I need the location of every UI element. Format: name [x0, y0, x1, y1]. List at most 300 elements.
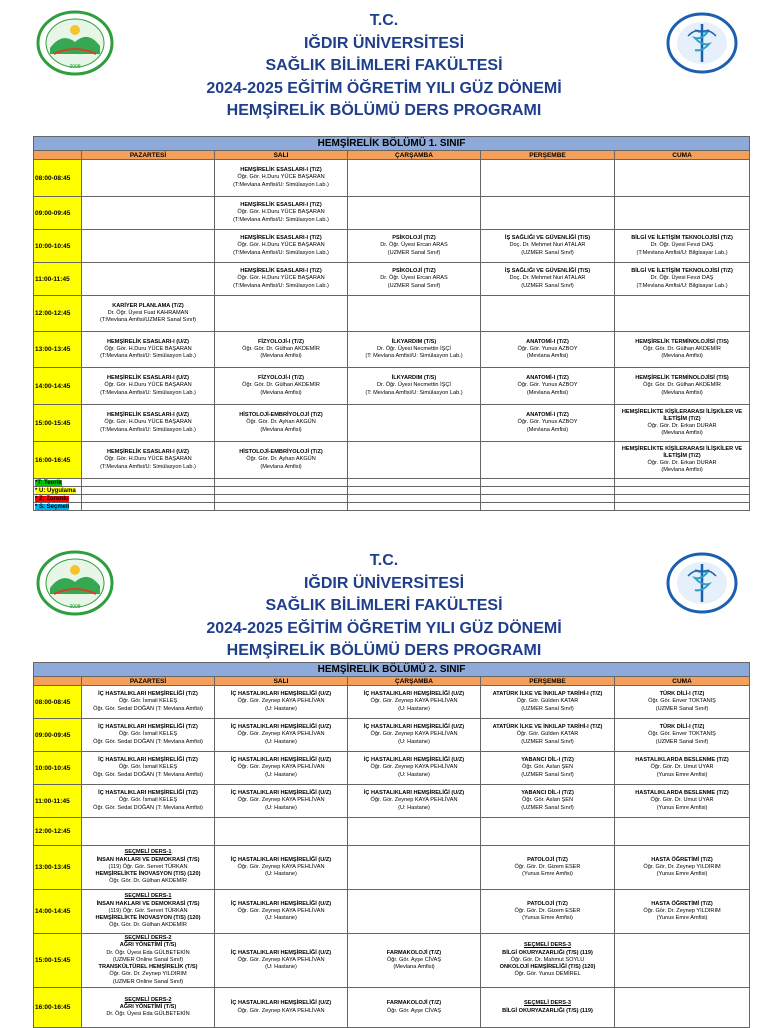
- course-room: (Yunus Emre Amfisi): [522, 915, 573, 922]
- course-room: (T:Mevlana Amfisi/U: Simülasyon Lab.): [100, 353, 196, 360]
- course-room: (U: Hastane): [265, 738, 297, 745]
- legend-row: [34, 503, 750, 511]
- course-name: BİLGİ VE İLETİŞİM TEKNOLOJİSİ (T/Z): [631, 268, 733, 275]
- course-room: (T:Mevlana Amfisi/U: Simülasyon Lab.): [233, 282, 329, 289]
- course-cell: [82, 719, 215, 752]
- timeslot-label: 11:00-11:45: [34, 785, 82, 818]
- instructor-name: Öğr. Gör. Dr. Ayhan AKGÜN: [246, 419, 316, 426]
- course-cell: [82, 846, 215, 890]
- instructor-name: Öğr. Gör. Aslan ŞEN: [522, 764, 573, 771]
- legend-empty-cell: [481, 503, 615, 511]
- course-name: HASTALIKLARDA BESLENME (T/Z): [635, 757, 729, 764]
- timeslot-label: 13:00-13:45: [34, 846, 82, 890]
- course-cell: [348, 368, 481, 405]
- course-cell: [348, 296, 481, 332]
- instructor-name: Öğr. Gör. H.Duru YÜCE BAŞARAN: [104, 382, 192, 389]
- course-room: Öğr. Gör. Sedat DOĞAN (T: Mevlana Amfisi): [93, 738, 203, 745]
- course-name: AĞRI YÖNETİMİ (T/S): [119, 942, 177, 949]
- course-room: (Yunus Emre Amfisi): [522, 871, 573, 878]
- title-line-program: HEMŞİRELİK BÖLÜMÜ DERS PROGRAMI: [226, 102, 542, 119]
- course-room: Öğr. Gör. Sedat DOĞAN (T: Mevlana Amfisi): [93, 771, 203, 778]
- instructor-name: Öğr. Gör. Yunus AZBOY: [517, 345, 578, 352]
- course-name: FARMAKOLOJİ (T/Z): [386, 949, 442, 956]
- course-name: İÇ HASTALIKLARI HEMŞİRELİĞİ (U/Z): [230, 1000, 332, 1007]
- course-name: TÜRK DİLİ-I (T/Z): [659, 691, 705, 698]
- instructor-name: Öğr. Gör. Dr. Gülhan AKDEMİR: [109, 922, 187, 929]
- instructor-name: Öğr. Gör. H.Duru YÜCE BAŞARAN: [237, 275, 325, 282]
- course-cell: [348, 160, 481, 197]
- course-name: HEMŞİRELİK ESASLARI-I (U/Z): [106, 375, 190, 382]
- timeslot-row: [34, 263, 750, 296]
- course-name: ATATÜRK İLKE VE İNKILAP TARİHİ-I (T/Z): [492, 691, 603, 698]
- course-cell: [481, 686, 615, 719]
- instructor-name: Öğr. Gör. H.Duru YÜCE BAŞARAN: [104, 419, 192, 426]
- course-cell: [82, 890, 215, 934]
- course-cell: [82, 686, 215, 719]
- day-header: PAZARTESİ: [82, 151, 215, 160]
- course-room: Öğr. Gör. Sedat DOĞAN (T: Mevlana Amfisi): [93, 705, 203, 712]
- course-cell: [481, 405, 615, 442]
- day-header: PERŞEMBE: [481, 151, 615, 160]
- instructor-name: Dr. Öğr. Üyesi Ercan ARAS: [380, 275, 448, 282]
- elective-group-label: SEÇMELİ DERS-1: [124, 893, 172, 900]
- course-name: FİZYOLOJİ-I (T/Z): [258, 338, 304, 345]
- instructor-name: Doç. Dr. Mehmet Nuri ATALAR: [509, 242, 586, 249]
- timeslot-label: 13:00-13:45: [34, 332, 82, 368]
- course-cell: [82, 263, 215, 296]
- instructor-name: Dr. Öğr. Üyesi Necmettin İŞÇİ: [377, 382, 451, 389]
- course-room: (U: Hastane): [398, 738, 430, 745]
- legend-empty-cell: [215, 479, 348, 487]
- schedule-title: HEMŞİRELİK BÖLÜMÜ 2. SINIF: [34, 663, 750, 677]
- course-name: İŞ SAĞLIĞI VE GÜVENLİĞİ (T/S): [504, 268, 591, 275]
- course-room: (Mevlana Amfisi): [393, 964, 435, 971]
- day-header: PAZARTESİ: [82, 677, 215, 686]
- course-cell: [615, 160, 750, 197]
- title-line-university: IĞDIR ÜNİVERSİTESİ: [303, 574, 465, 592]
- instructor-name: Öğr. Gör. Zeynep KAYA PEHLİVAN: [370, 764, 458, 771]
- course-room: (T:Mevlana Amfisi/U: Simülasyon Lab.): [100, 463, 196, 470]
- course-cell: [82, 332, 215, 368]
- course-cell: [215, 263, 348, 296]
- course-cell: [481, 785, 615, 818]
- course-cell: [481, 197, 615, 230]
- schedule-title: HEMŞİRELİK BÖLÜMÜ 1. SINIF: [34, 137, 750, 151]
- instructor-name: Öğr. Gör. Yunus DEMİREL: [514, 971, 581, 978]
- course-cell: [82, 785, 215, 818]
- instructor-name: Öğr. Gör. Enver TOKTANIŞ: [648, 698, 716, 705]
- course-name: HEMŞİRELİK ESASLARI-I (U/Z): [106, 412, 190, 419]
- instructor-name: Öğr. Gör. Ayşe CİVAŞ: [386, 956, 442, 963]
- course-cell: [215, 686, 348, 719]
- title-line-faculty: SAĞLIK BİLİMLERİ FAKÜLTESİ: [265, 597, 503, 614]
- course-name: İÇ HASTALIKLARI HEMŞİRELİĞİ (T/Z): [98, 724, 198, 731]
- course-cell: [82, 442, 215, 479]
- course-room: (T:Mevlana Amfisi/U: Simülasyon Lab.): [233, 181, 329, 188]
- course-cell: [215, 785, 348, 818]
- course-name: İÇ HASTALIKLARI HEMŞİRELİĞİ (U/Z): [230, 790, 332, 797]
- legend-empty-cell: [481, 495, 615, 503]
- course-name: ANATOMİ-I (T/Z): [526, 375, 569, 382]
- course-room: (U: Hastane): [265, 915, 297, 922]
- elective-group-label: SEÇMELİ DERS-2: [124, 935, 172, 942]
- course-cell: [615, 988, 750, 1028]
- course-room: (Mevlana Amfisi): [260, 463, 302, 470]
- schedule-title-row: [34, 137, 750, 151]
- course-name: HİSTOLOJİ-EMBRİYOLOJİ (T/Z): [239, 412, 323, 419]
- course-room: (U: Hastane): [265, 871, 297, 878]
- day-header: CUMA: [615, 151, 750, 160]
- course-cell: [215, 197, 348, 230]
- course-name: İŞ SAĞLIĞI VE GÜVENLİĞİ (T/S): [504, 235, 591, 242]
- course-cell: [348, 818, 481, 846]
- instructor-name: Dr. Öğr. Üyesi Fevzi DAŞ: [650, 242, 714, 249]
- course-room: (Mevlana Amfisi): [260, 426, 302, 433]
- course-cell: [615, 719, 750, 752]
- instructor-name: Dr. Öğr. Üyesi Fuat KAHRAMAN: [107, 309, 189, 316]
- instructor-name: Dr. Öğr. Üyesi Necmettin İŞÇİ: [377, 345, 451, 352]
- course-name: PSİKOLOJİ (T/Z): [392, 268, 436, 275]
- instructor-name: Öğr. Gör. Ayşe CİVAŞ: [386, 1007, 442, 1014]
- instructor-name: Öğr. Gör. Enver TOKTANIŞ: [648, 731, 716, 738]
- legend-item: * Z: Zorunlu: [35, 495, 69, 502]
- timeslot-row: [34, 686, 750, 719]
- course-room: (Mevlana Amfisi): [526, 389, 569, 396]
- title-line-tc: T.C.: [369, 552, 399, 569]
- course-cell: [215, 230, 348, 263]
- course-cell: [82, 934, 215, 988]
- course-cell: [481, 890, 615, 934]
- course-name: İÇ HASTALIKLARI HEMŞİRELİĞİ (U/Z): [363, 724, 465, 731]
- instructor-name: Öğr. Gör. H.Duru YÜCE BAŞARAN: [104, 456, 192, 463]
- instructor-name: Öğr. Gör. Dr. Erkan DURAR: [647, 460, 717, 466]
- instructor-name: Öğr. Gör. İsmail KELEŞ: [118, 731, 178, 738]
- course-room: (UZMER Sanal Sınıf): [655, 705, 709, 712]
- course-cell: [481, 818, 615, 846]
- course-name: HEMŞİRELİK ESASLARI-I (T/Z): [240, 268, 322, 275]
- timeslot-row: [34, 442, 750, 479]
- course-cell: [215, 160, 348, 197]
- course-name: HEMŞİRELİK ESASLARI-I (T/Z): [240, 167, 322, 174]
- course-name: İNSAN HAKLARI VE DEMOKRASİ (T/S): [96, 900, 200, 907]
- instructor-name: Doç. Dr. Mehmet Nuri ATALAR: [509, 275, 586, 282]
- course-name: İÇ HASTALIKLARI HEMŞİRELİĞİ (U/Z): [230, 900, 332, 907]
- instructor-name: (119) Öğr. Gör. Servet TÜRKAN: [108, 863, 188, 870]
- legend-empty-cell: [82, 487, 215, 495]
- course-room: (Mevlana Amfisi): [260, 353, 302, 360]
- course-name: ONKOLOJİ HEMŞİRELİĞİ (T/S) (120): [499, 964, 596, 971]
- instructor-name: Öğr. Gör. Dr. Umut UYAR: [650, 797, 714, 804]
- course-name: İNSAN HAKLARI VE DEMOKRASİ (T/S): [96, 856, 200, 863]
- course-name: BİLGİ VE İLETİŞİM TEKNOLOJİSİ (T/Z): [631, 235, 733, 242]
- course-room: (T: Mevlana Amfisi/U: Simülasyon Lab.): [365, 353, 463, 360]
- timeslot-label: 09:00-09:45: [34, 719, 82, 752]
- course-cell: [82, 988, 215, 1028]
- course-name: ANATOMİ-I (T/Z): [526, 412, 569, 419]
- timeslot-row: [34, 988, 750, 1028]
- timeslot-label: 12:00-12:45: [34, 818, 82, 846]
- course-room: (T:Mevlana Amfisi/UZMER Sanal Sınıf): [99, 317, 197, 324]
- course-cell: [481, 846, 615, 890]
- instructor-name: Öğr. Gör. Zeynep KAYA PEHLİVAN: [237, 698, 325, 705]
- course-room: (UZMER Sanal Sınıf): [655, 738, 709, 745]
- course-room: (Mevlana Amfisi): [526, 353, 569, 360]
- course-name: PSİKOLOJİ (T/Z): [392, 235, 436, 242]
- course-cell: [481, 160, 615, 197]
- course-cell: [82, 752, 215, 785]
- course-cell: [348, 934, 481, 988]
- timeslot-row: [34, 846, 750, 890]
- instructor-name: Öğr. Gör. Zeynep KAYA PEHLİVAN: [237, 907, 325, 914]
- course-name: TRANSKÜLTÜREL HEMŞİRELİK (T/S): [98, 964, 198, 971]
- legend-empty-cell: [82, 479, 215, 487]
- course-name: HEMŞİRELİK ESASLARI-I (T/Z): [240, 235, 322, 242]
- course-cell: [215, 846, 348, 890]
- instructor-name: Öğr. Gör. Aslan ŞEN: [522, 797, 573, 804]
- course-room: (UZMER Sanal Sınıf): [521, 771, 574, 778]
- course-cell: [348, 785, 481, 818]
- course-cell: [215, 890, 348, 934]
- course-cell: [215, 405, 348, 442]
- course-cell: [348, 230, 481, 263]
- document-header: [0, 0, 768, 136]
- legend-empty-cell: [615, 479, 750, 487]
- instructor-name: Öğr. Gör. İsmail KELEŞ: [118, 698, 178, 705]
- legend-row: [34, 487, 750, 495]
- instructor-name: Öğr. Gör. Zeynep KAYA PEHLİVAN: [237, 764, 325, 771]
- title-line-tc: T.C.: [369, 12, 399, 29]
- legend-row: [34, 495, 750, 503]
- instructor-name: Öğr. Gör. Zeynep KAYA PEHLİVAN: [370, 797, 458, 804]
- course-name: İÇ HASTALIKLARI HEMŞİRELİĞİ (U/Z): [363, 757, 465, 764]
- course-name: AĞRI YÖNETİMİ (T/S): [119, 1003, 177, 1010]
- schedule-title-row: [34, 663, 750, 677]
- course-name: BİLGİ OKURYAZARLIĞI (T/S) (119): [502, 949, 593, 956]
- course-cell: [481, 719, 615, 752]
- elective-group-label: SEÇMELİ DERS-1: [124, 849, 172, 856]
- course-name: YABANCI DİL-I (T/Z): [521, 790, 574, 797]
- course-name: İLKYARDIM (T/S): [391, 338, 437, 345]
- course-room: (UZMER Sanal Sınıf): [521, 282, 574, 289]
- course-room: (T: Mevlana Amfisi/U: Simülasyon Lab.): [365, 389, 463, 396]
- course-room: (UZMER Sanal Sınıf): [387, 282, 441, 289]
- instructor-name: Öğr. Gör. Dr. Gülhan AKDEMİR: [643, 345, 721, 352]
- course-name: İÇ HASTALIKLARI HEMŞİRELİĞİ (T/Z): [98, 691, 198, 698]
- course-room: (Yunus Emre Amfisi): [656, 804, 708, 811]
- course-room: Öğr. Gör. Sedat DOĞAN (T: Mevlana Amfisi): [93, 804, 203, 811]
- course-name: İÇ HASTALIKLARI HEMŞİRELİĞİ (U/Z): [230, 856, 332, 863]
- course-cell: [215, 934, 348, 988]
- instructor-name: (119) Öğr. Gör. Servet TÜRKAN: [108, 907, 188, 914]
- faculty-logo-icon: [666, 12, 738, 74]
- course-room: (U: Hastane): [265, 771, 297, 778]
- course-cell: [215, 332, 348, 368]
- svg-text:2008: 2008: [69, 604, 81, 610]
- course-room: (Mevlana Amfisi): [661, 353, 703, 360]
- course-cell: [615, 230, 750, 263]
- course-cell: [481, 263, 615, 296]
- course-name: İÇ HASTALIKLARI HEMŞİRELİĞİ (T/Z): [98, 757, 198, 764]
- course-cell: [348, 988, 481, 1028]
- document-titles: [0, 10, 768, 123]
- course-name: HEMŞİRELİKTE KİŞİLERARASI İLİŞKİLER VE İLETİŞİM (T/Z): [621, 408, 743, 422]
- legend-empty-cell: [82, 503, 215, 511]
- course-cell: [82, 818, 215, 846]
- course-cell: [615, 368, 750, 405]
- time-header-cell: [34, 677, 82, 686]
- timeslot-label: 08:00-08:45: [34, 686, 82, 719]
- instructor-name: Öğr. Gör. Zeynep KAYA PEHLİVAN: [370, 731, 458, 738]
- timeslot-row: [34, 296, 750, 332]
- days-header-row: [34, 151, 750, 160]
- instructor-name: Öğr. Gör. Zeynep KAYA PEHLİVAN: [237, 956, 325, 963]
- course-cell: [615, 890, 750, 934]
- timeslot-row: [34, 405, 750, 442]
- timeslot-label: 14:00-14:45: [34, 368, 82, 405]
- course-name: HEMŞİRELİK TERMİNOLOJİSİ (T/S): [635, 375, 729, 382]
- course-name: İÇ HASTALIKLARI HEMŞİRELİĞİ (U/Z): [363, 790, 465, 797]
- course-room: (U: Hastane): [398, 804, 430, 811]
- course-cell: [481, 332, 615, 368]
- course-name: HASTALIKLARDA BESLENME (T/Z): [635, 790, 729, 797]
- course-room: (T:Mevlana Amfisi/U: Simülasyon Lab.): [100, 389, 196, 396]
- course-cell: [481, 230, 615, 263]
- instructor-name: Öğr. Gör. Yunus AZBOY: [517, 419, 578, 426]
- instructor-name: Öğr. Gör. Dr. Umut UYAR: [650, 764, 714, 771]
- document-titles: [0, 550, 768, 663]
- timeslot-label: 08:00-08:45: [34, 160, 82, 197]
- course-cell: [215, 818, 348, 846]
- instructor-name: Öğr. Gör. Dr. Gülhan AKDEMİR: [643, 382, 721, 389]
- course-name: İLKYARDIM (T/S): [391, 375, 437, 382]
- course-name: FİZYOLOJİ-I (T/Z): [258, 375, 304, 382]
- instructor-name: Öğr. Gör. H.Duru YÜCE BAŞARAN: [237, 174, 325, 181]
- course-name: HEMŞİRELİK ESASLARI-I (U/Z): [106, 338, 190, 345]
- course-cell: [615, 686, 750, 719]
- course-cell: [481, 296, 615, 332]
- course-cell: [82, 368, 215, 405]
- course-cell: [615, 263, 750, 296]
- svg-text:2008: 2008: [69, 64, 81, 70]
- time-header-cell: [34, 151, 82, 160]
- faculty-logo-icon: [666, 552, 738, 614]
- title-line-term: 2024-2025 EĞİTİM ÖĞRETİM YILI GÜZ DÖNEMİ: [206, 619, 562, 637]
- course-cell: [615, 752, 750, 785]
- course-cell: [615, 442, 750, 479]
- course-room: (UZMER Sanal Sınıf): [387, 249, 441, 256]
- course-cell: [215, 368, 348, 405]
- timeslot-row: [34, 160, 750, 197]
- course-name: TÜRK DİLİ-I (T/Z): [659, 724, 705, 731]
- instructor-name: Öğr. Gör. Dr. Gülhan AKDEMİR: [109, 878, 187, 885]
- course-name: HASTA ÖĞRETİMİ (T/Z): [651, 900, 713, 907]
- course-room: (U: Hastane): [265, 804, 297, 811]
- elective-group-label: SEÇMELİ DERS-2: [124, 996, 172, 1003]
- course-name: PATOLOJİ (T/Z): [527, 856, 568, 863]
- course-name: İÇ HASTALIKLARI HEMŞİRELİĞİ (U/Z): [363, 691, 465, 698]
- course-cell: [615, 296, 750, 332]
- course-name: İÇ HASTALIKLARI HEMŞİRELİĞİ (U/Z): [230, 724, 332, 731]
- course-room: (UZMER Sanal Sınıf): [521, 705, 574, 712]
- instructor-name: Öğr. Gör. İsmail KELEŞ: [118, 764, 178, 771]
- course-room: (UZMER Sanal Sınıf): [521, 738, 574, 745]
- course-name: HASTA ÖĞRETİMİ (T/Z): [651, 856, 713, 863]
- legend-empty-cell: [615, 495, 750, 503]
- course-cell: [615, 405, 750, 442]
- instructor-name: Öğr. Gör. Zeynep KAYA PEHLİVAN: [237, 863, 325, 870]
- legend-empty-cell: [481, 479, 615, 487]
- course-room: (Mevlana Amfisi): [260, 389, 302, 396]
- course-name: FARMAKOLOJİ (T/Z): [386, 1000, 442, 1007]
- legend-empty-cell: [615, 487, 750, 495]
- legend-item: *T: Teorik: [35, 479, 62, 486]
- course-cell: [215, 752, 348, 785]
- timeslot-label: 10:00-10:45: [34, 230, 82, 263]
- course-cell: [481, 442, 615, 479]
- course-room: (U: Hastane): [265, 964, 297, 971]
- legend-cell: [34, 487, 82, 495]
- legend-empty-cell: [481, 487, 615, 495]
- course-cell: [615, 846, 750, 890]
- course-room: (Mevlana Amfisi): [661, 467, 703, 474]
- schedule-table-year-1: [33, 136, 750, 511]
- legend-cell: [34, 503, 82, 511]
- course-name: KARİYER PLANLAMA (T/Z): [112, 302, 184, 309]
- timeslot-label: 09:00-09:45: [34, 197, 82, 230]
- schedule-page-1: [0, 0, 768, 510]
- course-name: ATATÜRK İLKE VE İNKILAP TARİHİ-I (T/Z): [492, 724, 603, 731]
- course-cell: [615, 197, 750, 230]
- course-cell: [82, 197, 215, 230]
- course-name: HEMŞİRELİKTE İNOVASYON (T/S) (120): [95, 915, 201, 922]
- legend-item: * S: Seçmeli: [35, 503, 70, 510]
- course-cell: [215, 296, 348, 332]
- course-name: HEMŞİRELİKTE KİŞİLERARASI İLİŞKİLER VE İLETİŞİM (T/Z): [621, 445, 743, 459]
- legend-empty-cell: [215, 487, 348, 495]
- course-room: (U: Hastane): [398, 705, 430, 712]
- course-cell: [481, 934, 615, 988]
- course-cell: [348, 263, 481, 296]
- course-cell: [215, 988, 348, 1028]
- course-cell: [82, 296, 215, 332]
- course-name: HEMŞİRELİK ESASLARI-I (T/Z): [240, 202, 322, 209]
- course-room: (Yunus Emre Amfisi): [656, 771, 708, 778]
- course-cell: [615, 818, 750, 846]
- timeslot-row: [34, 785, 750, 818]
- course-room: (Mevlana Amfisi): [661, 430, 703, 437]
- course-cell: [481, 752, 615, 785]
- course-cell: [481, 368, 615, 405]
- instructor-name: Öğr. Gör. H.Duru YÜCE BAŞARAN: [104, 345, 192, 352]
- course-name: İÇ HASTALIKLARI HEMŞİRELİĞİ (U/Z): [230, 691, 332, 698]
- course-cell: [348, 752, 481, 785]
- schedule-page-2: [0, 540, 768, 1018]
- title-line-faculty: SAĞLIK BİLİMLERİ FAKÜLTESİ: [265, 57, 503, 74]
- course-cell: [481, 988, 615, 1028]
- course-name: HEMŞİRELİK TERMİNOLOJİSİ (T/S): [635, 338, 729, 345]
- course-cell: [348, 890, 481, 934]
- instructor-name: Dr. Öğr. Üyesi Ercan ARAS: [380, 242, 448, 249]
- legend-empty-cell: [615, 503, 750, 511]
- elective-group-label: SEÇMELİ DERS-3: [524, 942, 571, 949]
- course-cell: [348, 332, 481, 368]
- instructor-name: Öğr. Gör. Dr. Mahmut SOYLU: [510, 956, 585, 963]
- course-cell: [615, 785, 750, 818]
- course-name: HEMŞİRELİK ESASLARI-I (U/Z): [106, 449, 190, 456]
- instructor-name: Öğr. Gör. Zeynep KAYA PEHLİVAN: [237, 797, 325, 804]
- timeslot-label: 16:00-16:45: [34, 442, 82, 479]
- course-cell: [348, 846, 481, 890]
